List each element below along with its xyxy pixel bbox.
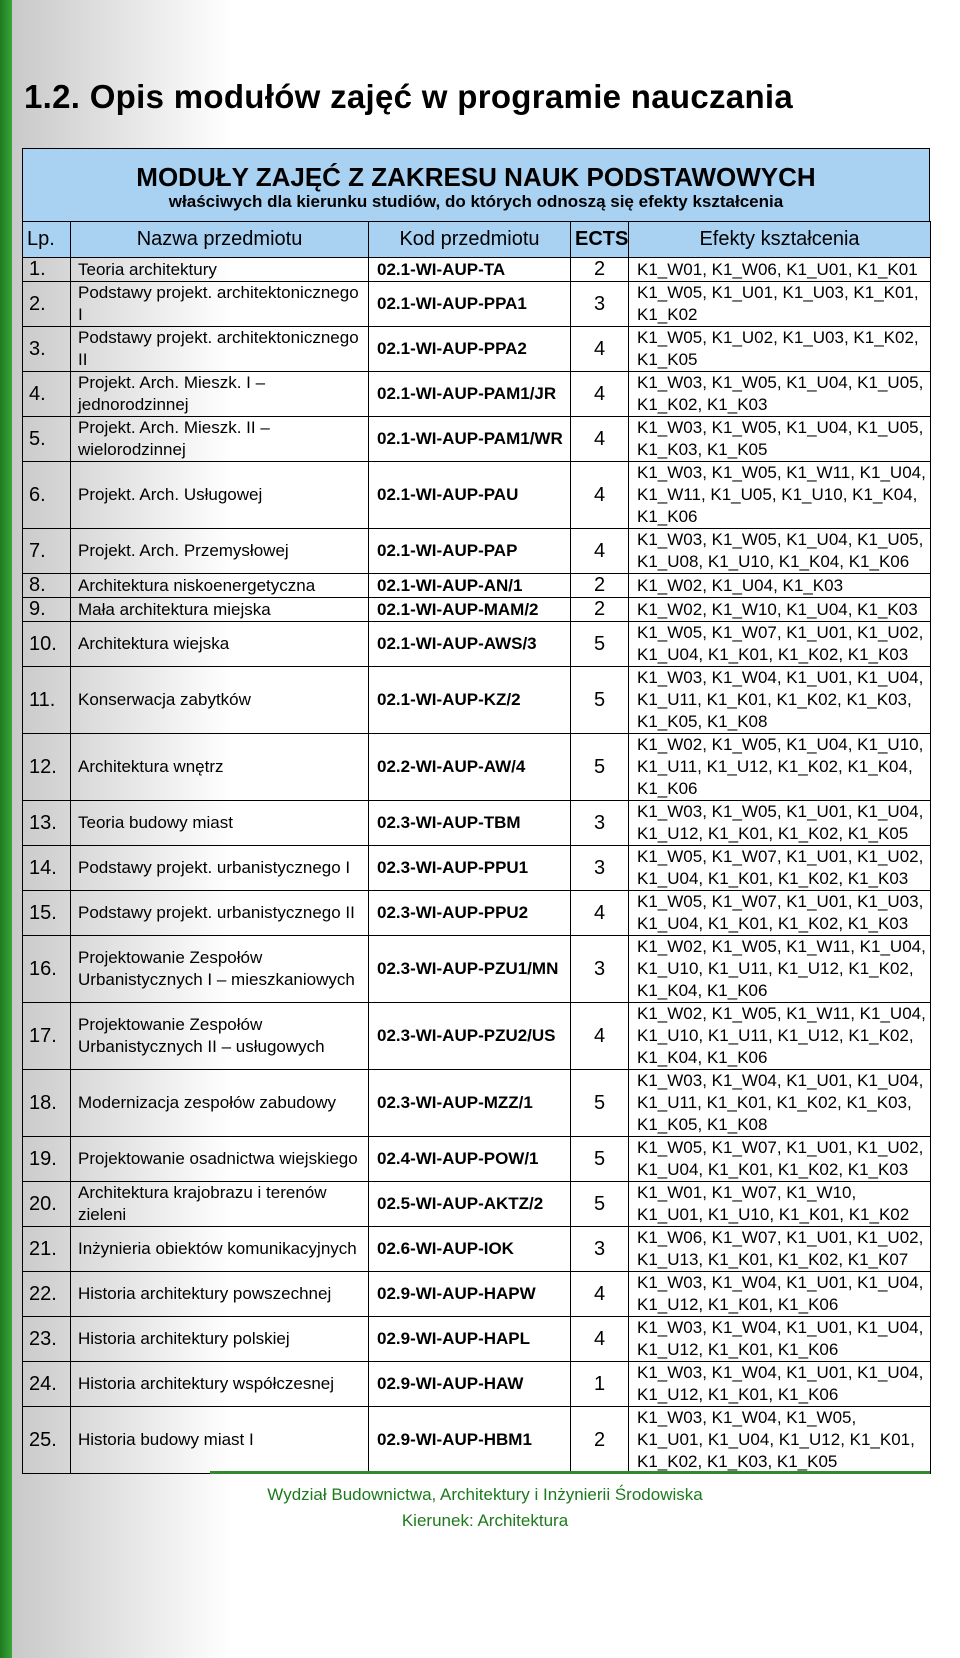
learning-outcomes: K1_W01, K1_W06, K1_U01, K1_K01 bbox=[629, 258, 931, 282]
module-name: Historia architektury polskiej bbox=[71, 1317, 369, 1362]
module-code: 02.9-WI-AUP-HBM1 bbox=[369, 1407, 571, 1474]
module-code: 02.3-WI-AUP-PPU1 bbox=[369, 846, 571, 891]
module-code: 02.1-WI-AUP-KZ/2 bbox=[369, 667, 571, 734]
module-name: Modernizacja zespołów zabudowy bbox=[71, 1070, 369, 1137]
module-name: Podstawy projekt. urbanistycznego I bbox=[71, 846, 369, 891]
row-number: 3. bbox=[23, 327, 71, 372]
row-number: 22. bbox=[23, 1272, 71, 1317]
ects-points: 1 bbox=[571, 1362, 629, 1407]
page-title: 1.2. Opis modułów zajęć w programie nauczania bbox=[24, 78, 794, 115]
ects-points: 5 bbox=[571, 734, 629, 801]
table-row bbox=[23, 372, 931, 417]
learning-outcomes: K1_W05, K1_W07, K1_U01, K1_U02, K1_U04, K1_K01, K1_K02, K1_K03 bbox=[629, 1137, 931, 1182]
module-name: Inżynieria obiektów komunikacyjnych bbox=[71, 1227, 369, 1272]
table-row bbox=[23, 1407, 931, 1474]
module-code: 02.1-WI-AUP-PAP bbox=[369, 529, 571, 574]
learning-outcomes: K1_W06, K1_W07, K1_U01, K1_U02, K1_U13, K1_K01, K1_K02, K1_K07 bbox=[629, 1227, 931, 1272]
column-header-ects: ECTS bbox=[571, 222, 629, 258]
table-row bbox=[23, 936, 931, 1003]
row-number: 14. bbox=[23, 846, 71, 891]
module-name: Projekt. Arch. Przemysłowej bbox=[71, 529, 369, 574]
table-row bbox=[23, 622, 931, 667]
table-row bbox=[23, 1362, 931, 1407]
table-row bbox=[23, 574, 931, 598]
ects-points: 2 bbox=[571, 598, 629, 622]
module-name: Konserwacja zabytków bbox=[71, 667, 369, 734]
module-code: 02.9-WI-AUP-HAW bbox=[369, 1362, 571, 1407]
footer-faculty: Wydział Budownictwa, Architektury i Inżynierii Środowiska bbox=[267, 1485, 703, 1504]
row-number: 11. bbox=[23, 667, 71, 734]
ects-points: 5 bbox=[571, 1137, 629, 1182]
module-code: 02.9-WI-AUP-HAPW bbox=[369, 1272, 571, 1317]
column-header-name: Nazwa przedmiotu bbox=[71, 222, 369, 258]
row-number: 15. bbox=[23, 891, 71, 936]
ects-points: 3 bbox=[571, 936, 629, 1003]
row-number: 4. bbox=[23, 372, 71, 417]
learning-outcomes: K1_W03, K1_W04, K1_U01, K1_U04, K1_U12, K1_K01, K1_K06 bbox=[629, 1272, 931, 1317]
row-number: 21. bbox=[23, 1227, 71, 1272]
learning-outcomes: K1_W05, K1_W07, K1_U01, K1_U02, K1_U04, K1_K01, K1_K02, K1_K03 bbox=[629, 622, 931, 667]
module-name: Historia budowy miast I bbox=[71, 1407, 369, 1474]
table-header-row bbox=[23, 222, 931, 258]
module-name: Architektura wnętrz bbox=[71, 734, 369, 801]
ects-points: 4 bbox=[571, 417, 629, 462]
modules-table bbox=[22, 221, 931, 1474]
learning-outcomes: K1_W02, K1_W05, K1_U04, K1_U10, K1_U11, K1_U12, K1_K02, K1_K04, K1_K06 bbox=[629, 734, 931, 801]
module-name: Historia architektury współczesnej bbox=[71, 1362, 369, 1407]
row-number: 2. bbox=[23, 282, 71, 327]
module-code: 02.1-WI-AUP-PAU bbox=[369, 462, 571, 529]
module-name: Podstawy projekt. architektonicznego II bbox=[71, 327, 369, 372]
learning-outcomes: K1_W03, K1_W04, K1_U01, K1_U04, K1_U12, K1_K01, K1_K06 bbox=[629, 1317, 931, 1362]
module-name: Podstawy projekt. urbanistycznego II bbox=[71, 891, 369, 936]
table-row bbox=[23, 667, 931, 734]
learning-outcomes: K1_W05, K1_W07, K1_U01, K1_U02, K1_U04, K1_K01, K1_K02, K1_K03 bbox=[629, 846, 931, 891]
learning-outcomes: K1_W02, K1_U04, K1_K03 bbox=[629, 574, 931, 598]
row-number: 20. bbox=[23, 1182, 71, 1227]
learning-outcomes: K1_W02, K1_W05, K1_W11, K1_U04, K1_U10, K1_U11, K1_U12, K1_K02, K1_K04, K1_K06 bbox=[629, 1003, 931, 1070]
table-row bbox=[23, 462, 931, 529]
module-code: 02.1-WI-AUP-PPA1 bbox=[369, 282, 571, 327]
row-number: 1. bbox=[23, 258, 71, 282]
learning-outcomes: K1_W03, K1_W04, K1_U01, K1_U04, K1_U12, K1_K01, K1_K06 bbox=[629, 1362, 931, 1407]
module-code: 02.6-WI-AUP-IOK bbox=[369, 1227, 571, 1272]
learning-outcomes: K1_W05, K1_W07, K1_U01, K1_U03, K1_U04, K1_K01, K1_K02, K1_K03 bbox=[629, 891, 931, 936]
left-accent-bar bbox=[0, 0, 12, 1658]
footer-field-of-study: Kierunek: Architektura bbox=[401, 1511, 569, 1530]
table-row bbox=[23, 258, 931, 282]
table-row bbox=[23, 327, 931, 372]
ects-points: 2 bbox=[571, 574, 629, 598]
module-code: 02.9-WI-AUP-HAPL bbox=[369, 1317, 571, 1362]
row-number: 9. bbox=[23, 598, 71, 622]
row-number: 7. bbox=[23, 529, 71, 574]
learning-outcomes: K1_W03, K1_W05, K1_U01, K1_U04, K1_U12, K1_K01, K1_K02, K1_K05 bbox=[629, 801, 931, 846]
module-name: Projektowanie osadnictwa wiejskiego bbox=[71, 1137, 369, 1182]
module-code: 02.1-WI-AUP-AN/1 bbox=[369, 574, 571, 598]
learning-outcomes: K1_W05, K1_U02, K1_U03, K1_K02, K1_K05 bbox=[629, 327, 931, 372]
module-name: Mała architektura miejska bbox=[71, 598, 369, 622]
module-name: Projektowanie Zespołów Urbanistycznych I – mieszkaniowych bbox=[71, 936, 369, 1003]
module-code: 02.1-WI-AUP-TA bbox=[369, 258, 571, 282]
table-row bbox=[23, 1182, 931, 1227]
ects-points: 5 bbox=[571, 1182, 629, 1227]
ects-points: 4 bbox=[571, 891, 629, 936]
row-number: 6. bbox=[23, 462, 71, 529]
table-row bbox=[23, 734, 931, 801]
ects-points: 3 bbox=[571, 801, 629, 846]
table-row bbox=[23, 282, 931, 327]
module-code: 02.5-WI-AUP-AKTZ/2 bbox=[369, 1182, 571, 1227]
module-name: Projekt. Arch. Usługowej bbox=[71, 462, 369, 529]
modules-table-wrapper bbox=[22, 148, 930, 1474]
module-code: 02.2-WI-AUP-AW/4 bbox=[369, 734, 571, 801]
row-number: 18. bbox=[23, 1070, 71, 1137]
row-number: 23. bbox=[23, 1317, 71, 1362]
table-row bbox=[23, 1137, 931, 1182]
module-code: 02.3-WI-AUP-TBM bbox=[369, 801, 571, 846]
module-code: 02.3-WI-AUP-MZZ/1 bbox=[369, 1070, 571, 1137]
learning-outcomes: K1_W03, K1_W05, K1_U04, K1_U05, K1_K02, K1_K03 bbox=[629, 372, 931, 417]
module-code: 02.1-WI-AUP-PAM1/JR bbox=[369, 372, 571, 417]
table-row bbox=[23, 1070, 931, 1137]
ects-points: 4 bbox=[571, 462, 629, 529]
ects-points: 2 bbox=[571, 258, 629, 282]
learning-outcomes: K1_W05, K1_U01, K1_U03, K1_K01, K1_K02 bbox=[629, 282, 931, 327]
module-name: Architektura wiejska bbox=[71, 622, 369, 667]
learning-outcomes: K1_W03, K1_W05, K1_U04, K1_U05, K1_K03, K1_K05 bbox=[629, 417, 931, 462]
table-row bbox=[23, 891, 931, 936]
learning-outcomes: K1_W03, K1_W04, K1_W05, K1_U01, K1_U04, K1_U12, K1_K01, K1_K02, K1_K03, K1_K05 bbox=[629, 1407, 931, 1474]
ects-points: 5 bbox=[571, 667, 629, 734]
footer-divider bbox=[210, 1471, 930, 1474]
table-row bbox=[23, 801, 931, 846]
table-row bbox=[23, 529, 931, 574]
ects-points: 3 bbox=[571, 282, 629, 327]
row-number: 8. bbox=[23, 574, 71, 598]
ects-points: 3 bbox=[571, 1227, 629, 1272]
module-code: 02.4-WI-AUP-POW/1 bbox=[369, 1137, 571, 1182]
module-name: Historia architektury powszechnej bbox=[71, 1272, 369, 1317]
ects-points: 4 bbox=[571, 1317, 629, 1362]
module-code: 02.3-WI-AUP-PPU2 bbox=[369, 891, 571, 936]
ects-points: 4 bbox=[571, 327, 629, 372]
module-code: 02.1-WI-AUP-PAM1/WR bbox=[369, 417, 571, 462]
column-header-lp: Lp. bbox=[23, 222, 71, 258]
table-row bbox=[23, 598, 931, 622]
ects-points: 3 bbox=[571, 846, 629, 891]
row-number: 24. bbox=[23, 1362, 71, 1407]
module-code: 02.3-WI-AUP-PZU2/US bbox=[369, 1003, 571, 1070]
module-name: Podstawy projekt. architektonicznego I bbox=[71, 282, 369, 327]
row-number: 13. bbox=[23, 801, 71, 846]
ects-points: 2 bbox=[571, 1407, 629, 1474]
table-title: MODUŁY ZAJĘĆ Z ZAKRESU NAUK PODSTAWOWYCH bbox=[136, 162, 816, 192]
row-number: 25. bbox=[23, 1407, 71, 1474]
module-name: Projektowanie Zespołów Urbanistycznych II – usługowych bbox=[71, 1003, 369, 1070]
learning-outcomes: K1_W03, K1_W05, K1_W11, K1_U04, K1_W11, K1_U05, K1_U10, K1_K04, K1_K06 bbox=[629, 462, 931, 529]
table-row bbox=[23, 1317, 931, 1362]
module-name: Architektura niskoenergetyczna bbox=[71, 574, 369, 598]
module-code: 02.1-WI-AUP-AWS/3 bbox=[369, 622, 571, 667]
column-header-outcomes: Efekty kształcenia bbox=[629, 222, 931, 258]
table-subtitle: właściwych dla kierunku studiów, do których odnoszą się efekty kształcenia bbox=[168, 192, 784, 211]
ects-points: 4 bbox=[571, 1003, 629, 1070]
row-number: 10. bbox=[23, 622, 71, 667]
row-number: 12. bbox=[23, 734, 71, 801]
table-row bbox=[23, 417, 931, 462]
ects-points: 4 bbox=[571, 529, 629, 574]
row-number: 16. bbox=[23, 936, 71, 1003]
learning-outcomes: K1_W03, K1_W04, K1_U01, K1_U04, K1_U11, K1_K01, K1_K02, K1_K03, K1_K05, K1_K08 bbox=[629, 1070, 931, 1137]
module-code: 02.3-WI-AUP-PZU1/MN bbox=[369, 936, 571, 1003]
ects-points: 5 bbox=[571, 622, 629, 667]
table-body bbox=[23, 258, 931, 1474]
learning-outcomes: K1_W03, K1_W04, K1_U01, K1_U04, K1_U11, K1_K01, K1_K02, K1_K03, K1_K05, K1_K08 bbox=[629, 667, 931, 734]
table-row bbox=[23, 1003, 931, 1070]
column-header-code: Kod przedmiotu bbox=[369, 222, 571, 258]
learning-outcomes: K1_W01, K1_W07, K1_W10, K1_U01, K1_U10, K1_K01, K1_K02 bbox=[629, 1182, 931, 1227]
table-row bbox=[23, 846, 931, 891]
module-code: 02.1-WI-AUP-MAM/2 bbox=[369, 598, 571, 622]
table-row bbox=[23, 1227, 931, 1272]
module-code: 02.1-WI-AUP-PPA2 bbox=[369, 327, 571, 372]
row-number: 19. bbox=[23, 1137, 71, 1182]
table-banner bbox=[22, 148, 930, 221]
row-number: 17. bbox=[23, 1003, 71, 1070]
module-name: Teoria budowy miast bbox=[71, 801, 369, 846]
row-number: 5. bbox=[23, 417, 71, 462]
learning-outcomes: K1_W02, K1_W05, K1_W11, K1_U04, K1_U10, K1_U11, K1_U12, K1_K02, K1_K04, K1_K06 bbox=[629, 936, 931, 1003]
module-name: Projekt. Arch. Mieszk. I – jednorodzinnej bbox=[71, 372, 369, 417]
module-name: Architektura krajobrazu i terenów zieleni bbox=[71, 1182, 369, 1227]
learning-outcomes: K1_W02, K1_W10, K1_U04, K1_K03 bbox=[629, 598, 931, 622]
module-name: Projekt. Arch. Mieszk. II – wielorodzinnej bbox=[71, 417, 369, 462]
ects-points: 4 bbox=[571, 372, 629, 417]
ects-points: 5 bbox=[571, 1070, 629, 1137]
ects-points: 4 bbox=[571, 1272, 629, 1317]
module-name: Teoria architektury bbox=[71, 258, 369, 282]
table-row bbox=[23, 1272, 931, 1317]
learning-outcomes: K1_W03, K1_W05, K1_U04, K1_U05, K1_U08, K1_U10, K1_K04, K1_K06 bbox=[629, 529, 931, 574]
